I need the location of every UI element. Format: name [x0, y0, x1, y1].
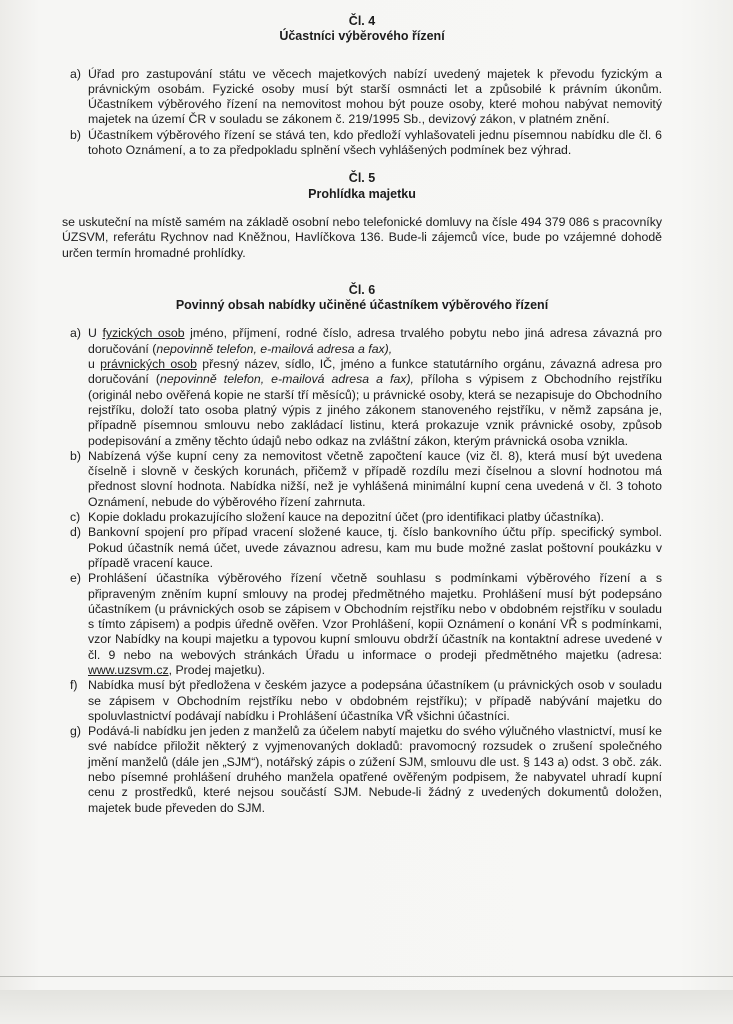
text-run: U — [88, 326, 103, 341]
item-label: f) — [70, 678, 78, 693]
item-text: Úřad pro zastupování státu ve věcech majetkových nabízí uvedený majetek k převodu fyzickým a právnickým osobám. Fyzické osoby musí být starší osmnácti let a způsobilé k právním úkonům. Účastníkem výběrového řízení na nemovitost mohou být pouze osoby, které mohou nabývat nemovitý majetek na území ČR v souladu se zákonem č. 219/1995 Sb., devizový zákon, v platném znění. — [88, 66, 662, 127]
item-label: b) — [70, 448, 81, 463]
item-label: g) — [70, 724, 81, 739]
item-label: e) — [70, 571, 81, 586]
item-text — [88, 571, 662, 678]
section-6-item-d — [62, 525, 662, 571]
item-text: Účastníkem výběrového řízení se stává ten, kdo předloží vyhlašovateli jednu písemnou nabídku dle čl. 6 tohoto Oznámení, a to za předpokladu splnění všech vyhlášených podmínek bez výhrad. — [88, 127, 662, 158]
text-run: , Prodej majetku). — [168, 662, 265, 677]
text-run: přesný název, sídlo, IČ, jméno a funkce statutárního orgánu, závazná adresa pro doručování ( — [88, 357, 662, 387]
item-label: a) — [70, 326, 81, 341]
item-label: d) — [70, 525, 81, 540]
underlined-term-natural-persons: fyzických osob — [102, 326, 185, 341]
section-4-number: Čl. 4 — [348, 14, 376, 28]
section-6-item-e — [62, 571, 662, 678]
section-6-title: Povinný obsah nabídky učiněné účastníkem výběrového řízení — [175, 298, 549, 313]
scan-edge-line — [0, 976, 733, 977]
section-6-item-c — [62, 510, 662, 525]
item-label: c) — [70, 510, 81, 525]
document-body — [62, 14, 662, 816]
item-text: Podává-li nabídku jen jeden z manželů za účelem nabytí majetku do svého výlučného vlastnictví, musí ke své nabídce přiložit některý z vyjmenovaných dokladů: pravomocný rozsudek o zrušení společného jmění manželů (dále jen „SJM“), notářský zápis o zúžení SJM, smlouvu dle ust. § 143 a) odst. 3 obč. zák. nebo písemné prohlášení druhého manžela opatřené ověřeným podpisem, že nabyvatel uhradí kupní cenu z prostředků, které nejsou součástí SJM. Nebude-li žádný z uvedených dokumentů doložen, majetek bude převeden do SJM. — [88, 724, 662, 815]
item-text: Kopie dokladu prokazujícího složení kauce na depozitní účet (pro identifikaci platby účastníka). — [88, 510, 605, 525]
section-4-title: Účastníci výběrového řízení — [279, 29, 445, 44]
section-5-title: Prohlídka majetku — [308, 186, 416, 201]
section-6-item-b — [62, 449, 662, 510]
scan-bottom-strip — [0, 990, 733, 1024]
section-4-item-a — [62, 67, 662, 128]
text-run: u — [88, 357, 101, 372]
text-run: Prohlášení účastníka výběrového řízení včetně souhlasu s podmínkami výběrového řízení a s připraveným zněním kupní smlouvy na prodej předmětného majetku. Prohlášení musí být podepsáno účastníkem (u právnických osob se zápisem v Obchodním rejstříku nebo v obdobném rejstříku v souladu s tímto zápisem) a podpis úředně ověřen. Vzor Prohlášení, kopii Oznámení o konání VŘ s podmínkami, vzor Nabídky na koupi majetku a typovou kupní smlouvu obdrží účastník na kontaktní adrese uvedené v čl. 9 nebo na webových stránkách Úřadu u informace o prodeji předmětného majetku (adresa: — [88, 571, 662, 662]
website-link[interactable]: www.uzsvm.cz — [88, 662, 169, 677]
section-5-number: Čl. 5 — [348, 171, 376, 186]
text-run: jméno, příjmení, rodné číslo, adresa trvalého pobytu nebo jiná adresa závazná pro doručování ( — [88, 326, 662, 356]
item-label: b) — [70, 127, 81, 142]
italic-note: nepovinně telefon, e-mailová adresa a fax), — [159, 372, 414, 387]
item-text: Bankovní spojení pro případ vracení složené kauce, tj. číslo bankovního účtu příp. specifický symbol. Pokud účastník nemá účet, uvede závaznou adresu, kam mu bude možné zaslat poštovní poukázku v případě vracení kauce. — [88, 525, 662, 570]
underlined-term-legal-persons: právnických osob — [100, 357, 197, 372]
item-label: a) — [70, 66, 81, 81]
section-6-item-a — [62, 326, 662, 448]
text-run: příloha s výpisem z Obchodního rejstříku (originál nebo ověřená kopie ne starší tří měsíců); u právnické osoby, která se nezapisuje do Obchodního rejstříku, doloží tato osoba platný výpis z jiného zákonem stanoveného rejstříku, v němž zapsána je, případně písemnou smlouvu nebo zakládací listinu, která prokazuje vznik právnické osoby, způsob podepisování a změny těchto údajů nebo odkaz na zvláštní zákon, kterým právnická osoba vznikla. — [88, 372, 662, 448]
section-6-number: Čl. 6 — [348, 282, 376, 297]
section-6-item-f — [62, 678, 662, 724]
section-4-item-b — [62, 128, 662, 159]
item-text: Nabídka musí být předložena v českém jazyce a podepsána účastníkem (u právnických osob v souladu se zápisem v Obchodním rejstříku nebo v obdobném rejstříku); v případě nabývání majetku do spoluvlastnictví podávají nabídku i Prohlášení účastníka VŘ všichni účastníci. — [88, 678, 662, 723]
section-6-item-g — [62, 724, 662, 816]
section-5-text: se uskuteční na místě samém na základě osobní nebo telefonické domluvy na čísle 494 379 086 s pracovníky ÚZSVM, referátu Rychnov nad Kněžnou, Havlíčkova 136. Bude-li zájemců více, bude po vzájemné dohodě určen termín hromadné prohlídky. — [62, 214, 662, 260]
item-text: Nabízená výše kupní ceny za nemovitost včetně započtení kauce (viz čl. 8), která musí být uvedena číselně i slovně v českých korunách, přičemž v případě rozdílu mezi číselnou a slovní hodnotou má přednost slovní hodnota. Nabídka nižší, než je vyhlášená minimální kupní cena uvedená v čl. 3 tohoto Oznámení, nebude do výběrového řízení zahrnuta. — [88, 448, 662, 509]
italic-note: nepovinně telefon, e-mailová adresa a fax), — [156, 341, 393, 356]
item-text — [88, 326, 662, 448]
